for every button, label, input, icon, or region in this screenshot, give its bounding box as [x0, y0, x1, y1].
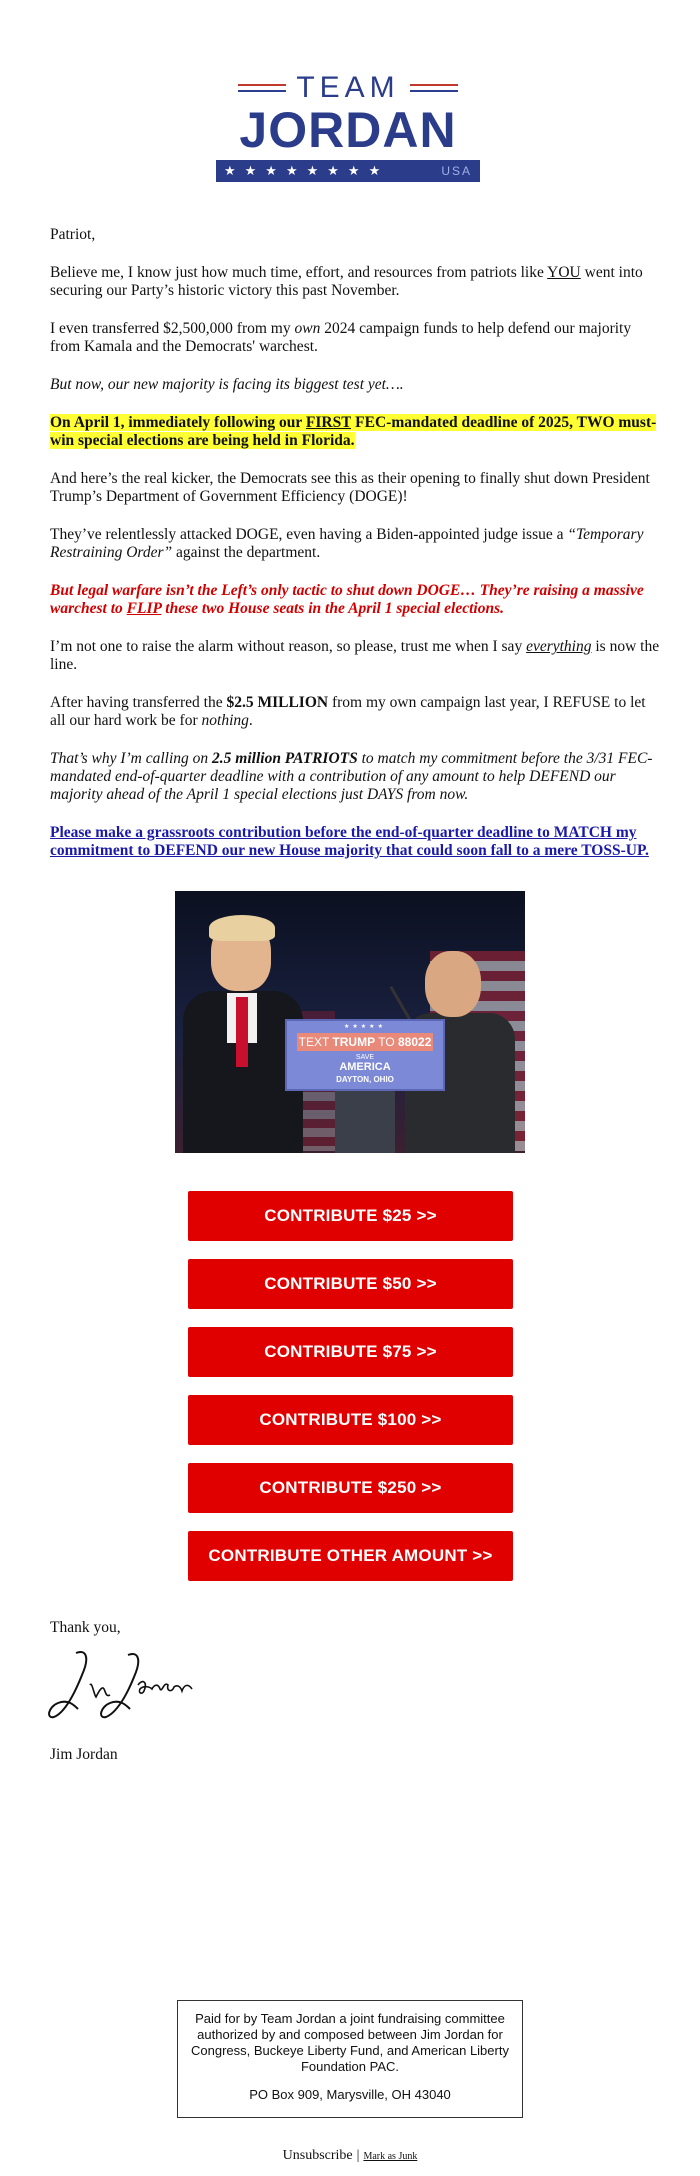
p9-million: $2.5 MILLION [226, 694, 329, 711]
unsubscribe-link[interactable]: Unsubscribe [282, 2148, 353, 2163]
logo-usa-text: USA [441, 164, 472, 178]
disclaimer-address: PO Box 909, Marysville, OH 43040 [249, 2087, 451, 2102]
p7-flip: FLIP [126, 600, 162, 617]
p6-tro: “Temporary Restraining Order” [50, 526, 644, 561]
logo-left-stripes [238, 84, 286, 92]
p4-text-b: FEC-mandated deadline of 2025, TWO must-win special elections are being held in Florida. [50, 414, 657, 449]
team-jordan-logo [216, 72, 480, 184]
p9-text-b: from my own campaign last year, I REFUSE to let all our hard work be for [50, 694, 646, 729]
p6-text-a: They’ve relentlessly attacked DOGE, even having a Biden-appointed judge issue a [50, 526, 568, 543]
logo-jordan-text: JORDAN [239, 102, 457, 158]
contribute-link[interactable]: Please make a grassroots contribution before the end-of-quarter deadline to MATCH my commitment to DEFEND our new House majority that could soon fall to a mere TOSS-UP. [50, 824, 649, 859]
rally-photo[interactable] [175, 891, 525, 1153]
signature-image [46, 1645, 206, 1725]
sign-text: TEXT [298, 1035, 330, 1049]
p6-text-b: against the department. [172, 544, 321, 561]
sign-save: SAVE [355, 1054, 375, 1061]
email-body [50, 226, 662, 880]
contribute-other-button[interactable]: CONTRIBUTE OTHER AMOUNT >> [188, 1531, 513, 1581]
podium-sign [285, 1019, 445, 1091]
logo-team-text: TEAM [296, 71, 400, 104]
contribute-100-button[interactable]: CONTRIBUTE $100 >> [188, 1395, 513, 1445]
contribute-250-button[interactable]: CONTRIBUTE $250 >> [188, 1463, 513, 1513]
disclaimer-text: Paid for by Team Jordan a joint fundraising committee authorized by and composed between Jim Jordan for Congress, Buckeye Liberty Fund, and American Liberty Foundation PAC. [191, 2011, 509, 2074]
sign-america: AMERICA [339, 1061, 391, 1073]
p2-own: own [294, 320, 321, 337]
podium [285, 1019, 445, 1153]
p10-text-a: That’s why I’m calling on [50, 750, 213, 767]
paragraph-7-alert [50, 582, 662, 618]
p4-first: FIRST [305, 414, 352, 431]
footer-separator: | [356, 2148, 360, 2163]
p1-text-b: went into securing our Party’s historic victory this past November. [50, 264, 643, 299]
logo-right-stripes [410, 84, 458, 92]
contribute-50-button[interactable]: CONTRIBUTE $50 >> [188, 1259, 513, 1309]
paragraph-2 [50, 320, 662, 356]
logo-stars-icon: ★★★★★★★★ [224, 163, 390, 178]
p9-text-a: After having transferred the [50, 694, 227, 711]
p9-text-c: . [248, 712, 253, 729]
paragraph-4-highlight [50, 414, 662, 450]
thank-you: Thank you, [50, 1619, 121, 1636]
sign-city: DAYTON, OHIO [336, 1075, 394, 1084]
paid-for-disclaimer [177, 2000, 523, 2118]
p3-text: But now, our new majority is facing its biggest test yet…. [50, 376, 404, 393]
p2-text-a: I even transferred $2,500,000 from my [50, 320, 295, 337]
paragraph-3 [50, 376, 662, 394]
paragraph-10 [50, 750, 662, 804]
sign-text-line [297, 1033, 433, 1051]
sign-stars: ★★★★★ [344, 1024, 386, 1030]
podium-stand [335, 1091, 395, 1153]
email-footer [0, 2148, 700, 2164]
p10-patriots: 2.5 million PATRIOTS [212, 750, 358, 767]
mark-as-junk-link[interactable]: Mark as Junk [363, 2151, 418, 2162]
logo-star-bar [216, 160, 480, 182]
p8-text-b: is now the line. [50, 638, 660, 673]
paragraph-1 [50, 264, 662, 300]
paragraph-6 [50, 526, 662, 562]
p7-text-a: But legal warfare isn’t the Left’s only tactic to shut down DOGE… They’re raising a massive warchest to [50, 582, 644, 617]
p10-text-b: to match my commitment before the 3/31 FEC-mandated end-of-quarter deadline with a contribution of any amount to help DEFEND our majority ahead of the April 1 special elections just DAYS from now. [50, 750, 653, 803]
p9-nothing: nothing [201, 712, 249, 729]
paragraph-8 [50, 638, 662, 674]
signer-name: Jim Jordan [50, 1746, 118, 1763]
sign-number: 88022 [398, 1035, 432, 1049]
p1-you: YOU [547, 264, 581, 281]
contribute-25-button[interactable]: CONTRIBUTE $25 >> [188, 1191, 513, 1241]
p8-everything: everything [526, 638, 592, 655]
paragraph-11 [50, 824, 662, 860]
greeting: Patriot, [50, 226, 96, 243]
sign-to: TO [378, 1035, 395, 1049]
p4-text-a: On April 1, immediately following our [50, 414, 306, 431]
p7-text-b: these two House seats in the April 1 special elections. [161, 600, 504, 617]
p8-text-a: I’m not one to raise the alarm without reason, so please, trust me when I say [50, 638, 527, 655]
paragraph-5: And here’s the real kicker, the Democrats see this as their opening to finally shut down President Trump’s Department of Government Efficiency (DOGE)! [50, 470, 650, 505]
paragraph-9 [50, 694, 662, 730]
p1-text-a: Believe me, I know just how much time, effort, and resources from patriots like [50, 264, 548, 281]
contribute-75-button[interactable]: CONTRIBUTE $75 >> [188, 1327, 513, 1377]
logo-top-row [216, 72, 480, 104]
p2-text-b: 2024 campaign funds to help defend our majority from Kamala and the Democrats' warchest. [50, 320, 632, 355]
sign-trump: TRUMP [332, 1035, 376, 1049]
